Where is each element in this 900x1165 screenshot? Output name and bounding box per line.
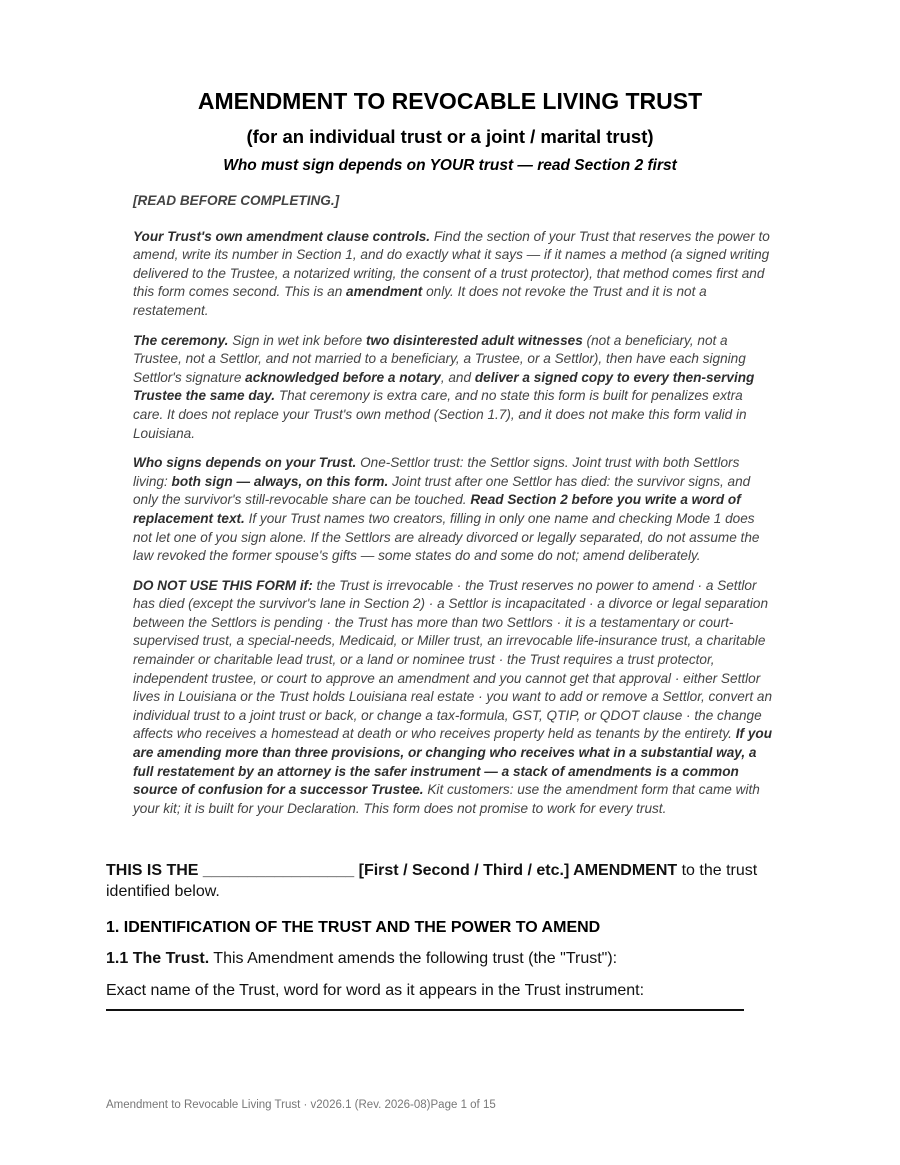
amendment-number-line (106, 860, 796, 902)
notice-p4-bold-2: If you are amending more than three provisions, or changing who receives what in a substantial way, a full restatement by an attorney is the safer instrument — a stack of amendments is a common source of confusion for a successor Trustee. (133, 726, 772, 798)
section-1-1-text: This Amendment amends the following trust (the "Trust"): (209, 950, 618, 967)
document-subtitle: (for an individual trust or a joint / marital trust) (246, 126, 654, 147)
notice-p2-bold-4: deliver a signed copy to every then-serving Trustee the same day. (133, 369, 755, 404)
read-before-completing-notice (133, 192, 773, 829)
notice-p4-bold-1: DO NOT USE THIS FORM if: (133, 577, 313, 593)
notice-p3-bold-2: both sign — always, on this form. (171, 473, 389, 489)
document-title: AMENDMENT TO REVOCABLE LIVING TRUST (197, 88, 703, 114)
amendment-number-bold: THIS IS THE _________________ [First / Second / Third / etc.] AMENDMENT (106, 862, 678, 879)
trust-name-prompt: Exact name of the Trust, word for word as it appears in the Trust instrument: (106, 982, 645, 999)
notice-p4-text-1: the Trust is irrevocable · the Trust reserves no power to amend · a Settlor has died (except the survivor's lane in Section 2) · a Settlor is incapacitated · a divorce or legal separation between the Settlors is pending · the Trust has more than two Settlors · it is a testamentary or court-supervised trust, a special-needs, Medicaid, or Miller trust, an irrevocable life-insurance trust, a charitable remainder or charitable lead trust, or a land or nominee trust · the Trust requires a trust protector, independent trustee, or court to approve an amendment and you cannot get that approval · either Settlor lives in Louisiana or the Trust holds Louisiana real estate · you want to add or remove a Settlor, convert an individual trust to a joint trust or back, or change a tax-formula, GST, QTIP, or QDOT clause · the change affects who receives a homestead at death or who receives property held as tenants by the entirety. (133, 577, 773, 742)
notice-p2-bold-3: acknowledged before a notary (245, 369, 441, 385)
section-1-heading: 1. IDENTIFICATION OF THE TRUST AND THE POWER TO AMEND (106, 919, 601, 936)
notice-p2-bold-1: The ceremony. (133, 332, 229, 348)
notice-p1-text-1: Find the section of your Trust that reserves the power to amend, write its number in Section 1, and do exactly what it says — if it names a method (a signed writing delivered to the Trustee, a notarized writing, the consent of a trust protector), that method comes first and this form comes second. This is an (133, 228, 770, 300)
notice-p2-text-2: (not a beneficiary, not a Trustee, not a Settlor, and not married to a beneficiary, a Trustee, or a Settlor), then have each signing Settlor's signature (133, 332, 746, 385)
notice-p3-text-3: If your Trust names two creators, filling in only one name and checking Mode 1 does not let one of you sign alone. If the Settlors are already divorced or legally separated, do not assume the law revoked the former spouse's gifts — some states do and some do not; amend deliberately. (133, 510, 760, 564)
notice-ceremony-paragraph (133, 332, 773, 444)
notice-p3-text-1: One-Settlor trust: the Settlor signs. Joint trust with both Settlors living: (133, 455, 740, 489)
notice-p3-text-2: Joint trust after one Settlor has died: the survivor signs, and only the survivor's still-revocable share can be touched. (133, 473, 751, 508)
notice-p1-bold-2: amendment (346, 284, 423, 300)
trust-name-blank-line[interactable] (106, 1009, 744, 1011)
notice-p1-text-2: only. It does not revoke the Trust and it is not a restatement. (133, 284, 707, 318)
document-signing-note: Who must sign depends on YOUR trust — read Section 2 first (223, 157, 677, 174)
amendment-number-text: to the trust identified below. (106, 862, 758, 900)
notice-p3-bold-1: Who signs depends on your Trust. (133, 455, 357, 471)
notice-amendment-clause-paragraph (133, 228, 773, 321)
notice-p2-bold-2: two disinterested adult witnesses (365, 332, 583, 348)
notice-p2-text-4: That ceremony is extra care, and no state this form is built for penalizes extra care. It does not replace your Trust's own method (Section 1.7), and it does not make this form valid in Louisiana. (133, 388, 747, 441)
notice-p1-bold-1: Your Trust's own amendment clause controls. (133, 228, 431, 244)
notice-p3-bold-3: Read Section 2 before you write a word of replacement text. (133, 492, 741, 526)
section-1-1-label: 1.1 The Trust. (106, 950, 210, 967)
notice-p4-text-2: Kit customers: use the amendment form that came with your kit; it is built for your Declaration. This form does not promise to work for every trust. (133, 782, 760, 816)
page-footer: Amendment to Revocable Living Trust · v2026.1 (Rev. 2026-08)Page 1 of 15 (106, 1099, 496, 1111)
section-1-1-line (106, 948, 796, 969)
notice-who-signs-paragraph (133, 454, 773, 566)
notice-p2-text-3: , and (440, 369, 475, 385)
notice-header: [READ BEFORE COMPLETING.] (133, 193, 340, 208)
notice-do-not-use-paragraph (133, 577, 773, 819)
notice-p2-text-1: Sign in wet ink before (228, 332, 366, 348)
form-body (106, 860, 796, 1011)
